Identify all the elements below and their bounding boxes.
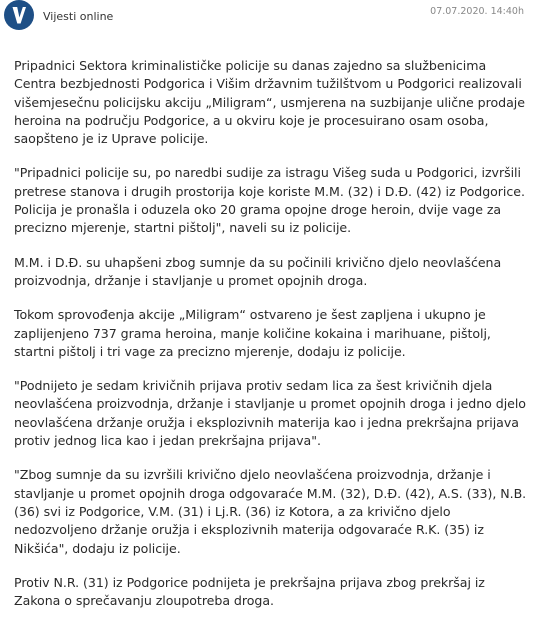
post-timestamp[interactable]: 07.07.2020. 14:40h — [430, 6, 524, 17]
v-logo-icon[interactable] — [4, 0, 34, 30]
article-paragraph-3: M.M. i D.Đ. su uhapšeni zbog sumnje da su počinili krivično djelo neovlašćena proizvodnja, držanje i stavljanje u promet opojnih droga. — [14, 254, 502, 288]
article-paragraph-4: Tokom sprovođenja akcije „Miligram“ ostvareno je šest zapljena i ukupno je zaplijenjeno 737 grama heroina, manje količine kokaina i marihuane, pištolj, startni pištolj i tri vage za precizno mjerenje, dodaju iz policije. — [14, 307, 491, 359]
article-paragraph-7: Protiv N.R. (31) iz Podgorice podnijeta je prekršajna prijava zbog prekršaj iz Zakona o sprečavanju zloupotreba droga. — [14, 574, 485, 609]
post-header — [0, 0, 540, 36]
article-paragraph-1: Pripadnici Sektora kriminalističke policije su danas zajedno sa službenicima Centra bezbjednosti Podgorica i Višim državnim tužilštvom u Podgorici realizovali višemjesečnu policijsku akciju „Miligram“, usmjerena na suzbijanje ulične prodaje heroina na području Podgorice, a u okviru koje je procesuirano osam osoba, saopšteno je iz Uprave policije. — [14, 58, 525, 147]
article-paragraph-2: "Pripadnici policije su, po naredbi sudije za istragu Višeg suda u Podgorici, izvršili pretrese stanova i drugih prostorija koje koriste M.M. (32) i D.Đ. (42) iz Podgorice. Policija je pronašla i oduzela oko 20 grama opojne droge heroin, dvije vage za precizno mjerenje, startni pištolj", naveli su iz policije. — [14, 165, 525, 236]
article-paragraph-6: "Zbog sumnje da su izvršili krivično djelo neovlašćena proizvodnja, držanje i stavljanje u promet opojnih droga odgovaraće M.M. (32), D.Đ. (42), A.S. (33), N.B. (36) svi iz Podgorice, V.M. (31) i Lj.R. (36) iz Kotora, a za krivično djelo nedozvoljeno držanje oružja i eksplozivnih materija odgovaraće R.K. (35) iz Nikšića", dodaju iz policije. — [14, 467, 527, 556]
article-paragraph-5: "Podnijeto je sedam krivičnih prijava protiv sedam lica za šest krivičnih djela neovlašćena proizvodnja, držanje i stavljanje u promet opojnih droga i jedno djelo neovlašćena držanje oružja i eksplozivnih materija kao i jedna prekršajna prijava protiv jednog lica kao i jedan prekršajna prijava". — [14, 378, 526, 449]
article-body — [14, 57, 529, 626]
source-name[interactable]: Vijesti online — [43, 10, 114, 23]
v-letter-icon — [4, 0, 34, 30]
